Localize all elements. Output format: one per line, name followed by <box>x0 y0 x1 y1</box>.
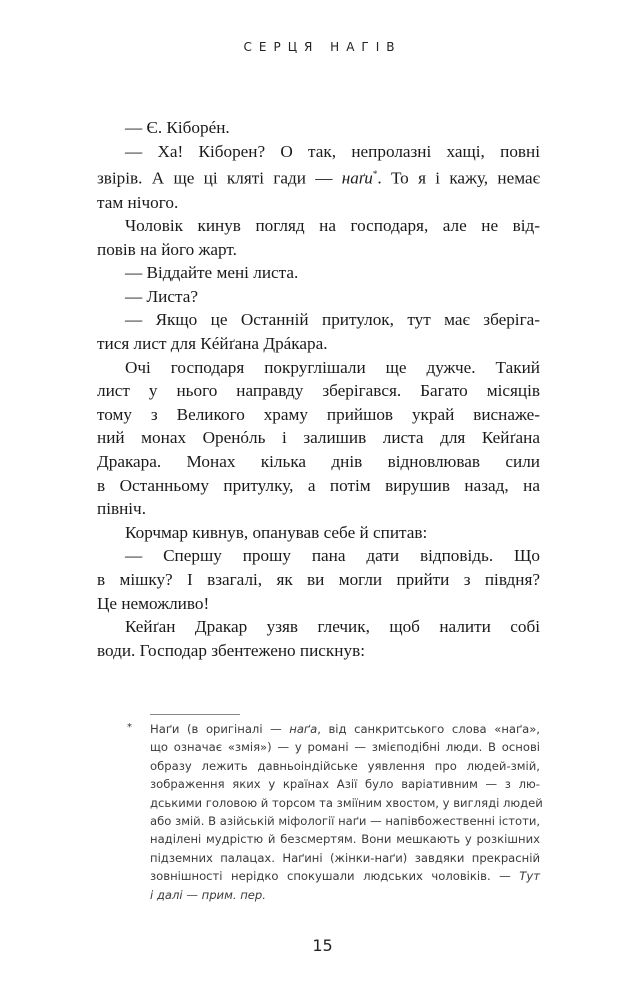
text-line: в мішку? І взагалі, як ви могли прийти з півдня? <box>97 570 540 590</box>
page-number: 15 <box>312 936 333 955</box>
footnote-ref[interactable]: * <box>372 169 378 180</box>
footnote-divider <box>150 714 240 715</box>
text-line: тому з Великого храму прийшов украй виснаже- <box>97 404 540 424</box>
running-header: СЕРЦЯ НАГІВ <box>243 40 402 54</box>
footnote-line: наділені мудрістю й безсмертям. Вони мешкають у розкішних <box>150 832 540 847</box>
footnote-line <box>150 720 540 738</box>
text-fragment: зовнішності нерідко спокушали людських чоловіків. — <box>150 869 520 884</box>
footnote-line: підземних палацах. Наґині (жінки-наґи) завдяки прекрасній <box>150 850 540 865</box>
italic-term: наґа <box>289 722 318 736</box>
text-line: — Листа? <box>125 286 198 306</box>
text-line <box>97 163 540 190</box>
text-line: північ. <box>97 499 147 519</box>
footnote-line <box>150 867 540 885</box>
text-line: — Є. Кіборéн. <box>125 118 230 137</box>
text-line: — Спершу прошу пана дати відповідь. Що <box>125 546 540 566</box>
text-line: Корчмар кивнув, опанував себе й спитав: <box>125 522 428 542</box>
text-line: Очі господаря покруглішали ще дужче. Такий <box>125 357 540 377</box>
footnote-line: образу лежить давньоіндійське уявлення про людей-змій, <box>150 758 540 773</box>
text-line: Дракара. Монах кілька днів відновлював сили <box>97 452 540 472</box>
text-line: ний монах Оренóль і залишив листа для Кейґана <box>97 428 540 448</box>
text-line: тися лист для Кéйґана Дрáкара. <box>97 334 328 354</box>
text-line: — Віддайте мені листа. <box>125 263 299 283</box>
footnote-line: або змій. В азійській міфології наґи — напівбожественні істоти, <box>150 814 541 829</box>
text-line: Кейґан Дракар узяв глечик, щоб налити собі <box>125 617 540 637</box>
text-fragment: звірів. А ще ці кляті гади — <box>97 168 342 188</box>
text-line: Чоловік кинув погляд на господаря, але не від- <box>125 216 540 236</box>
body-text <box>97 116 540 662</box>
text-line: повів на його жарт. <box>97 239 237 259</box>
text-line: Це неможливо! <box>97 593 210 613</box>
text-line: — Ха! Кіборен? О так, непролазні хащі, повні <box>125 141 540 161</box>
footnote-line: дськими головою й торсом та зміїним хвостом, у вигляді людей <box>150 795 543 810</box>
footnote-marker: * <box>127 722 132 733</box>
text-fragment: . То я і кажу, немає <box>377 168 540 188</box>
text-line: в Останньому притулку, а потім вирушив назад, на <box>97 475 540 495</box>
italic-term: наґи <box>341 168 373 188</box>
footnote-line: що означає «змія») — у романі — змієподібні люди. В основі <box>150 740 540 755</box>
text-line: води. Господар збентежено пискнув: <box>97 640 365 660</box>
footnote-line <box>150 886 540 904</box>
text-line: там нічого. <box>97 192 179 212</box>
text-line: — Якщо це Останній притулок, тут має зберіга- <box>125 310 540 330</box>
footnote <box>150 720 543 904</box>
italic-text: Тут <box>519 869 540 884</box>
text-fragment: , від санкритського слова «наґа», <box>317 722 540 736</box>
italic-text: і далі — прим. пер. <box>150 887 266 902</box>
text-line: лист у нього направду зберігався. Багато місяців <box>97 381 540 401</box>
footnote-line: зображення яких у країнах Азії було варіативним — з лю- <box>150 777 540 792</box>
text-fragment: Наґи (в оригіналі — <box>150 722 290 736</box>
